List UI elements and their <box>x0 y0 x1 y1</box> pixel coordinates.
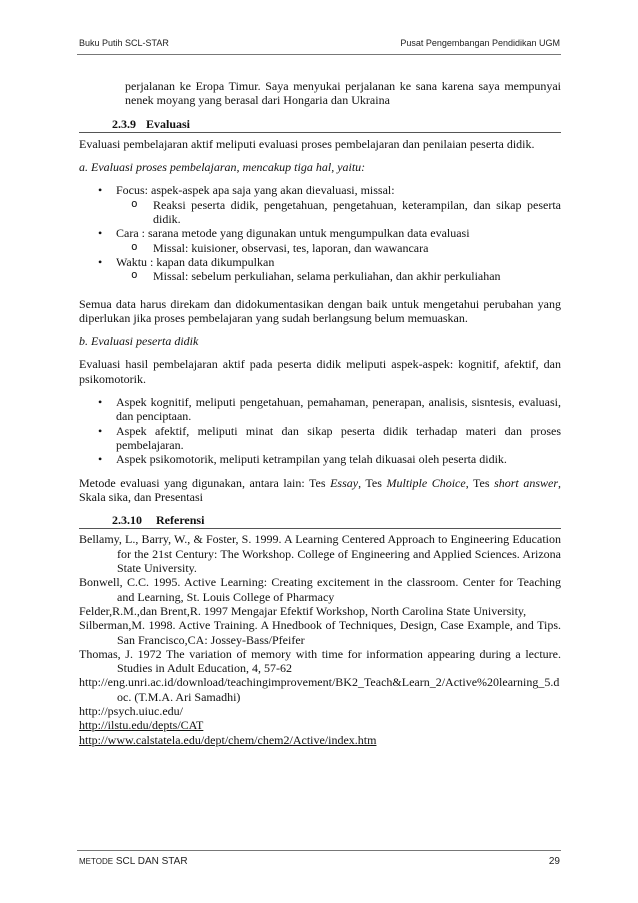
footer-left-small: METODE <box>79 857 114 866</box>
eval-a-list <box>79 183 561 283</box>
method-paragraph <box>79 476 561 505</box>
reference-item: Silberman,M. 1998. Active Training. A Hnedbook of Techniques, Design, Case Example, and Tips. San Francisco,CA: Jossey-Bass/Pfeifer <box>79 618 561 647</box>
page-number: 29 <box>548 856 560 867</box>
reference-item: Bellamy, L., Barry, W., & Foster, S. 1999. A Learning Centered Approach to Engineering Education for the 21st Century: The Workshop. College of Engineering and Applied Sciences. Arizona State University. <box>79 532 561 576</box>
list-item-text: Focus: aspek-aspek apa saja yang akan dievaluasi, missal: <box>116 183 395 198</box>
footer-left-main: SCL DAN STAR <box>115 856 188 867</box>
sub-list-item: o Reaksi peserta didik, pengetahuan, pengetahuan, keterampilan, dan sikap peserta didik. <box>116 198 561 227</box>
header-rule <box>77 54 561 55</box>
intro-paragraph: perjalanan ke Eropa Timur. Saya menyukai perjalanan ke sana karena saya mempunyai nenek moyang yang berasal dari Hongaria dan Ukraina <box>125 79 561 108</box>
method-short-answer: short answer <box>494 475 558 490</box>
link-ilstu[interactable]: http://ilstu.edu/depts/CAT <box>79 718 204 733</box>
list-item-text: Waktu : kapan data dikumpulkan <box>116 254 275 269</box>
page-content <box>79 79 561 747</box>
method-essay: Essay <box>330 475 359 490</box>
sub-list <box>116 198 561 227</box>
reference-item: http://psych.uiuc.edu/ <box>79 703 183 718</box>
section-title: Referensi <box>156 513 205 528</box>
list-item: • Aspek psikomotorik, meliputi ketrampilan yang telah dikuasai oleh peserta didik. <box>79 452 561 466</box>
eval-b-list <box>79 395 561 466</box>
list-item <box>79 183 561 226</box>
reference-item: Bonwell, C.C. 1995. Active Learning: Creating excitement in the classroom. Center for Teaching and Learning, St. Louis College of Pharmacy <box>79 575 561 604</box>
reference-item: http://eng.unri.ac.id/download/teachingimprovement/BK2_Teach&Learn_2/Active%20learning_5.doc. (T.M.A. Ari Samadhi) <box>79 675 560 704</box>
list-item: • Aspek afektif, meliputi minat dan sikap peserta didik terhadap materi dan proses pembelajaran. <box>79 424 561 453</box>
method-text: Metode evaluasi yang digunakan, antara lain: Tes <box>79 475 331 490</box>
header-right-text: Pusat Pengembangan Pendidikan UGM <box>400 38 560 48</box>
section-number: 2.3.10 <box>112 513 142 528</box>
reference-link <box>79 718 561 732</box>
list-item-text: Cara : sarana metode yang digunakan untuk mengumpulkan data evaluasi <box>116 226 470 241</box>
eval-b-paragraph: Evaluasi hasil pembelajaran aktif pada peserta didik meliputi aspek-aspek: kognitif, afektif, dan psikomotorik. <box>79 357 561 386</box>
section-heading-evaluasi <box>79 117 561 133</box>
reference-link <box>79 733 561 747</box>
footer-left-text <box>79 856 188 867</box>
list-item <box>79 226 561 255</box>
link-calstatela[interactable]: http://www.calstatela.edu/dept/chem/chem2/Active/index.htm <box>79 732 377 747</box>
sub-list-item: o Missal: sebelum perkuliahan, selama perkuliahan, dan akhir perkuliahan <box>116 269 561 283</box>
eval-b-heading: b. Evaluasi peserta didik <box>79 334 199 349</box>
sub-list <box>116 269 561 283</box>
method-text: , Tes <box>358 475 387 490</box>
page-header <box>0 0 638 60</box>
sub-list <box>116 241 561 255</box>
eval-paragraph: Evaluasi pembelajaran aktif meliputi evaluasi proses pembelajaran dan penilaian peserta didik. <box>79 136 535 151</box>
method-text: , Tes <box>465 475 495 490</box>
section-number: 2.3.9 <box>112 116 136 131</box>
method-multiple-choice: Multiple Choice <box>386 475 466 490</box>
sub-list-item: o Missal: kuisioner, observasi, tes, laporan, dan wawancara <box>116 241 561 255</box>
method-text: , Skala sika, dan Presentasi <box>79 475 561 504</box>
header-left-text: Buku Putih SCL-STAR <box>79 38 169 48</box>
eval-a-heading: a. Evaluasi proses pembelajaran, mencakup tiga hal, yaitu: <box>79 160 366 175</box>
section-title: Evaluasi <box>146 116 191 131</box>
reference-list <box>79 532 561 746</box>
footer-rule <box>77 850 561 851</box>
section-heading-referensi <box>79 513 561 529</box>
list-item: • Aspek kognitif, meliputi pengetahuan, pemahaman, penerapan, analisis, sisntesis, evaluasi, dan penciptaan. <box>79 395 561 424</box>
list-item <box>79 255 561 284</box>
reference-item: Thomas, J. 1972 The variation of memory with time for information appearing during a lecture. Studies in Adult Education, 4, 57-62 <box>79 646 561 676</box>
reference-item: Felder,R.M.,dan Brent,R. 1997 Mengajar Efektif Workshop, North Carolina State University, <box>79 603 527 618</box>
record-paragraph: Semua data harus direkam dan didokumentasikan dengan baik untuk mengetahui perubahan yang diperlukan jika proses pembelajaran yang sudah berlangsung belum memuaskan. <box>79 296 561 325</box>
